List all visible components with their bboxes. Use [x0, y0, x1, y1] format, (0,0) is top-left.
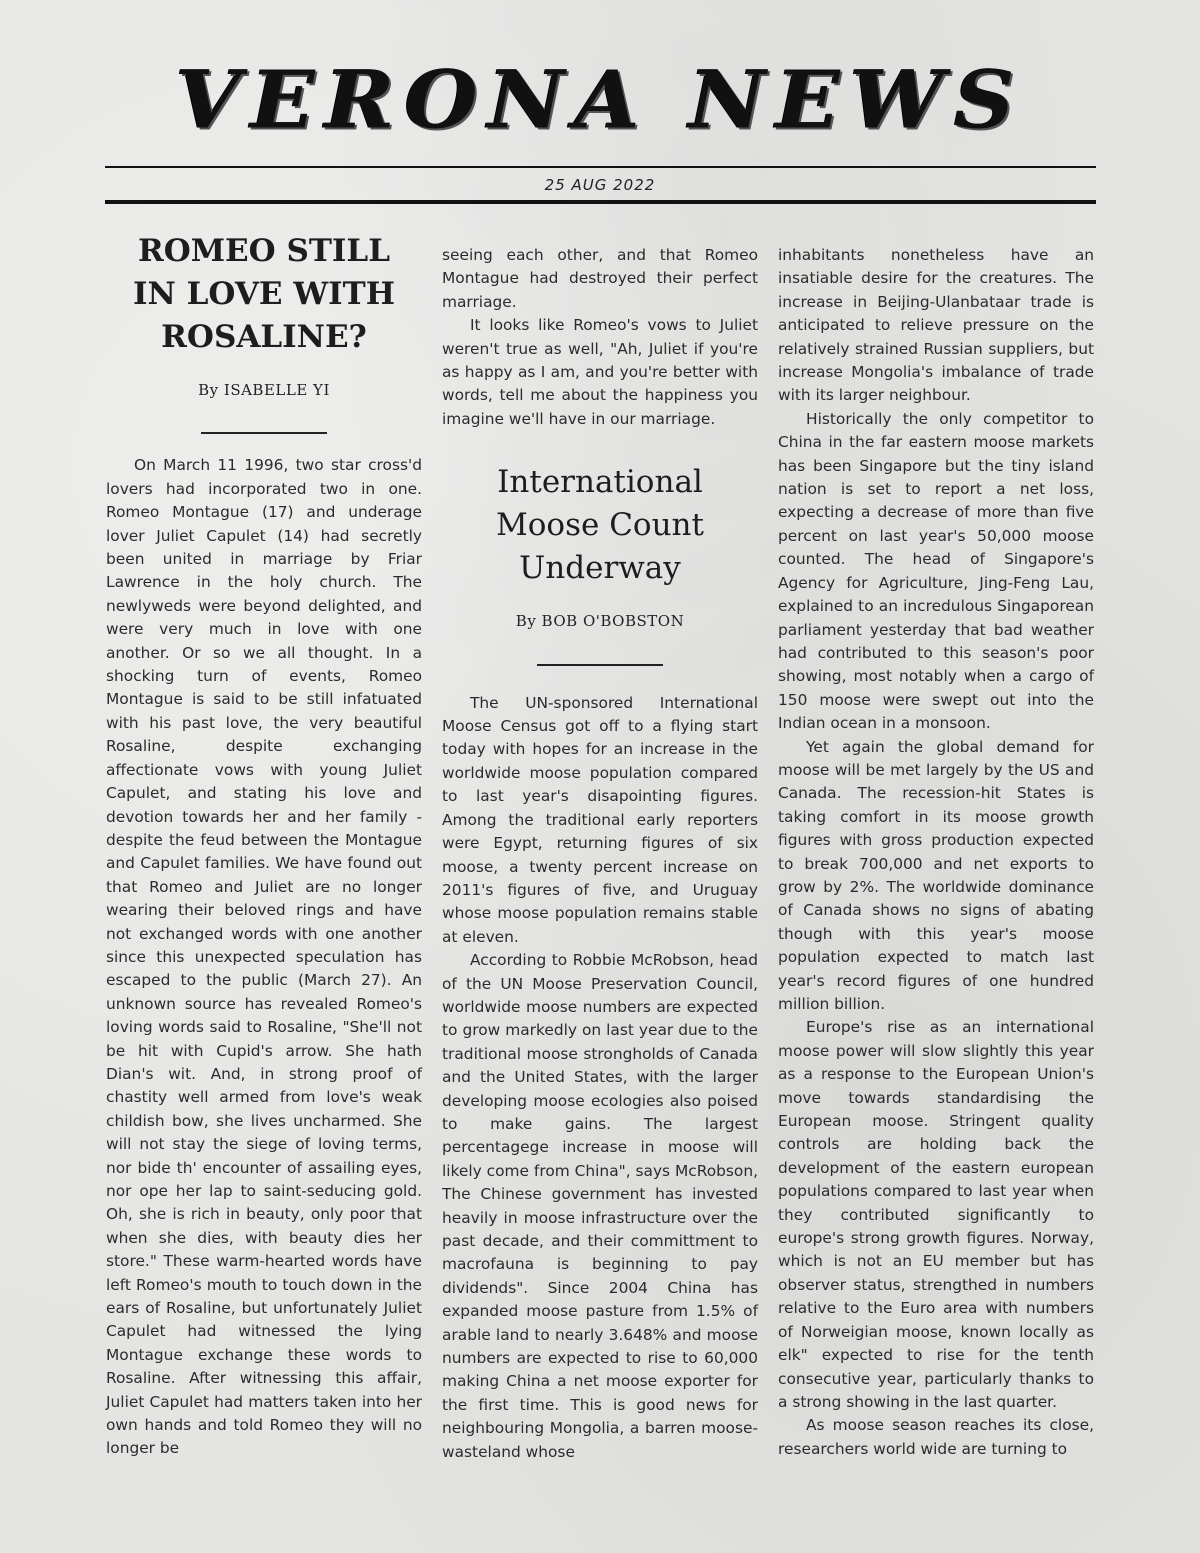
article-1-paragraph: It looks like Romeo's vows to Juliet weren't true as well, "Ah, Juliet if you're as happy as I am, and you're better with words, tell me about the happiness you imagine we'll have in our marriage.	[442, 316, 758, 428]
column-3	[778, 244, 1094, 1461]
article-2-paragraph: inhabitants nonetheless have an insatiable desire for the creatures. The increase in Beijing-Ulanbataar trade is anticipated to relieve pressure on the relatively strained Russian suppliers, but increase Mongolia's imbalance of trade with its larger neighbour.	[778, 246, 1094, 405]
article-2-paragraph: Europe's rise as an international moose power will slow slightly this year as a response to the European Union's move towards standardising the European moose. Stringent quality controls are holding back the development of the eastern european populations compared to last year when they contributed significantly to europe's strong growth figures. Norway, which is not an EU member but has observer status, strengthed in numbers relative to the Euro area with numbers of Norweigian moose, known locally as elk" expected to rise for the tenth consecutive year, particularly thanks to a strong showing in the last quarter.	[778, 1018, 1094, 1411]
article-1-headline: ROMEO STILL IN LOVE WITH ROSALINE?	[132, 233, 396, 355]
article-1-paragraph: seeing each other, and that Romeo Montague had destroyed their perfect marriage.	[442, 246, 758, 311]
article-1-paragraph: On March 11 1996, two star cross'd lovers had incorporated two in one. Romeo Montague (17) and underage lover Juliet Capulet (14) had secretly been united in marriage by Friar Lawrence in the holy church. The newlyweds were beyond delighted, and were very much in love with one another. Or so we all thought. In a shocking turn of events, Romeo Montague is said to be still infatuated with his past love, the very beautiful Rosaline, despite exchanging affectionate vows with young Juliet Capulet, and stating his love and devotion towards her and her family - despite the feud between the Montague and Capulet families. We have found out that Romeo and Juliet are no longer wearing their beloved rings and have not exchanged words with one another since this unexpected speculation has escaped to the public (March 27). An unknown source has revealed Romeo's loving words said to Rosaline, "She'll not be hit with Cupid's arrow. She hath Dian's wit. And, in strong proof of chastity well armed from love's weak childish bow, she lives uncharmed. She will not stay the siege of loving terms, nor bide th' encounter of assailing eyes, nor ope her lap to saint-seducing gold. Oh, she is rich in beauty, only poor that when she dies, with beauty dies her store." These warm-hearted words have left Romeo's mouth to touch down in the ears of Rosaline, but unfortunately Juliet Capulet had witnessed the lying Montague exchange these words to Rosaline. After witnessing this affair, Juliet Capulet had matters taken into her own hands and told Romeo they will no longer be	[106, 456, 422, 1458]
column-2	[442, 244, 758, 1464]
column-1	[106, 230, 422, 1461]
masthead-rule-top	[105, 166, 1096, 168]
article-2-paragraph: The UN-sponsored International Moose Census got off to a flying start today with hopes for an increase in the worldwide moose population compared to last year's disapointing figures. Among the traditional early reporters were Egypt, returning figures of six moose, a twenty percent increase on 2011's figures of five, and Uruguay whose moose population remains stable at eleven.	[442, 693, 758, 946]
masthead-rule-bottom	[105, 200, 1096, 204]
article-2-byline: By BOB O'BOBSTON	[515, 612, 685, 631]
article-2-paragraph: As moose season reaches its close, researchers world wide are turning to	[778, 1416, 1094, 1458]
article-2-headline: International Moose Count Underway	[496, 464, 704, 587]
issue-date: 25 AUG 2022	[544, 176, 656, 194]
article-2-paragraph: Historically the only competitor to China in the far eastern moose markets has been Singapore but the tiny island nation is set to report a net loss, expecting a decrease of more than five percent on last year's 50,000 moose counted. The head of Singapore's Agency for Agriculture, Jing-Feng Lau, explained to an incredulous Singaporean parliament yesterday that bad weather had contributed to this season's poor showing, most notably when a cargo of 150 moose were swept out into the Indian ocean in a monsoon.	[778, 409, 1094, 733]
masthead	[0, 40, 1200, 160]
newspaper-title: VERONA NEWS	[175, 52, 1025, 147]
article-2-paragraph: According to Robbie McRobson, head of the UN Moose Preservation Council, worldwide moose numbers are expected to grow markedly on last year due to the traditional moose strongholds of Canada and the United States, with the larger developing moose ecologies also poised to make gains. The largest percentagege increase in moose will likely come from China", says McRobson, The Chinese government has invested heavily in moose infrastructure over the past decade, and their committment to macrofauna is beginning to pay dividends". Since 2004 China has expanded moose pasture from 1.5% of arable land to nearly 3.648% and moose numbers are expected to rise to 60,000 making China a net moose exporter for the first time. This is good news for neighbouring Mongolia, a barren moose-wasteland whose	[442, 951, 758, 1461]
article-2-paragraph: Yet again the global demand for moose will be met largely by the US and Canada. The recession-hit States is taking comfort in its moose growth figures with gross production expected to break 700,000 and net exports to grow by 2%. The worldwide dominance of Canada shows no signs of abating though with this year's moose population expected to match last year's record figures of one hundred million billion.	[778, 737, 1094, 1013]
article-1-byline: By ISABELLE YI	[198, 381, 330, 399]
